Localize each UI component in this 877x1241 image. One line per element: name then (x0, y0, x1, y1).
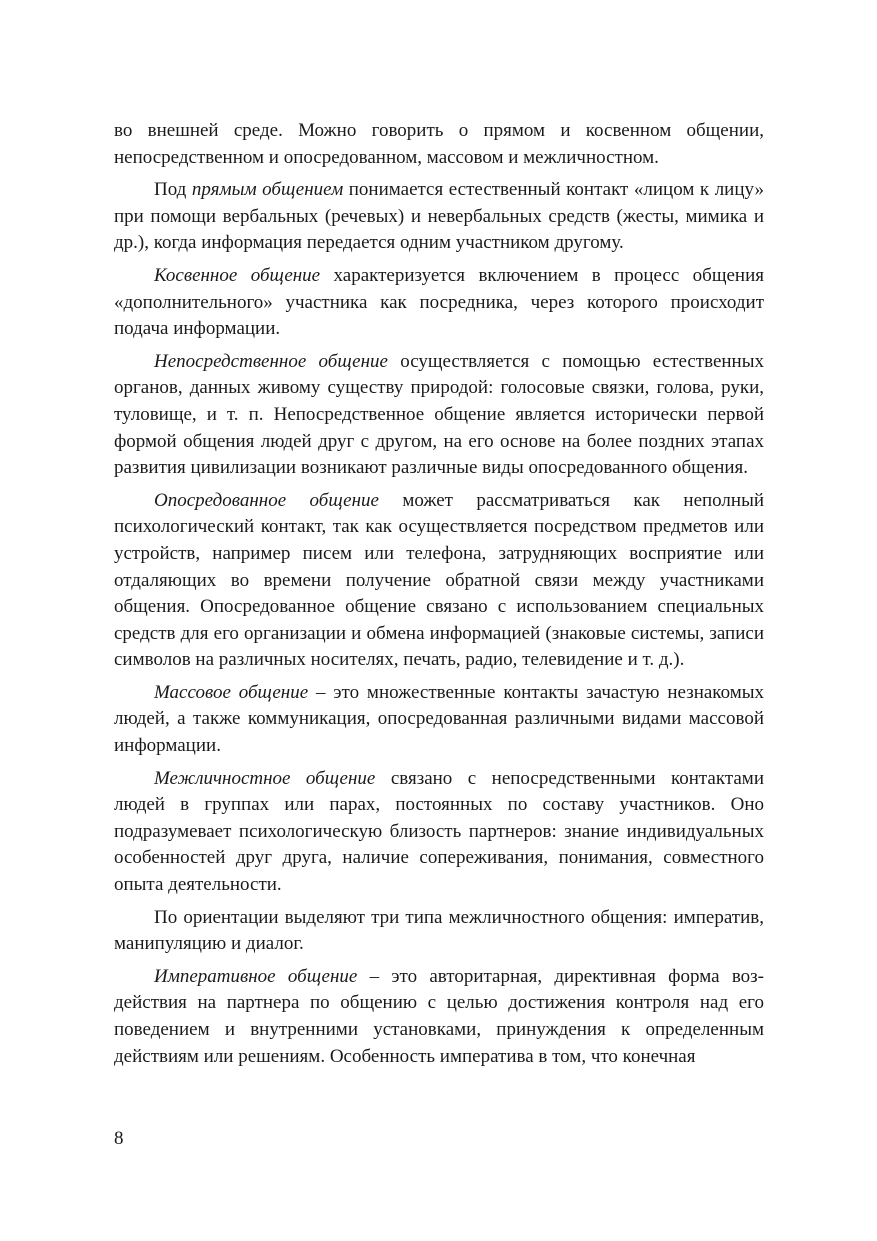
term-immediate-communication: Непосредственное общение (154, 350, 388, 372)
term-direct-communication: прямым общением (191, 179, 344, 201)
page-body (114, 118, 764, 1076)
term-imperative-communication: Императивное общение (154, 965, 358, 987)
page-number: 8 (114, 1128, 124, 1149)
paragraph-imperative-communication: Императивное общение – это авторитарная, директивная форма воздействия на партнера по общению с целью достижения контроля над его поведением и внутренними установками, принуждения к определенным действиям или решениям. Особенность императива в том, что конечная (114, 965, 764, 1067)
paragraph-direct-communication: Под прямым общением понимается естественный контакт «лицом к лицу» при помощи вербальных (речевых) и невербальных средств (жесты, мимика и др.), когда информация передается одним участником другому. (114, 179, 764, 254)
paragraph-continuation: во внешней среде. Можно говорить о прямом и косвенном общении, непосредственном и опосредованном, массовом и межличностном. (114, 120, 764, 168)
paragraph-interpersonal-communication: Межличностное общение связано с непосредственными контактами людей в группах или парах, постоянных по составу участников. Оно подразумевает психологическую близость партнеров: знание индивидуальных особенностей друг друга, наличие сопереживания, понимания, совместного опыта деятельности. (114, 767, 764, 896)
paragraph-mediated-communication: Опосредованное общение может рассматриваться как неполный психологический контакт, так как осуществляется посредством предметов или устройств, например писем или телефона, затрудняющих восприятие или отдаляющих во времени получение обратной связи между участниками общения. Опосредованное общение связано с использованием специальных средств для его организации и обмена информацией (знаковые системы, записи символов на различных носителях, печать, радио, телевидение и т. д.). (114, 489, 765, 671)
term-mass-communication: Массовое общение (154, 681, 309, 703)
paragraph-mass-communication: Массовое общение – это множественные контакты зачастую незнакомых людей, а также коммуникация, опосредованная различными видами массовой информации. (114, 681, 764, 757)
paragraph-orientation-types: По ориентации выделяют три типа межличностного общения: императив, манипуляцию и диалог. (114, 906, 764, 955)
term-mediated-communication: Опосредованное общение (154, 489, 379, 511)
term-indirect-communication: Косвенное общение (154, 264, 321, 286)
term-interpersonal-communication: Межличностное общение (154, 767, 376, 789)
paragraph-indirect-communication: Косвенное общение характеризуется включением в процесс общения «дополнительного» участника как посредника, через которого происходит подача информации. (114, 264, 764, 340)
paragraph-immediate-communication: Непосредственное общение осуществляется с помощью естественных органов, данных живому существу природой: голосовые связки, голова, руки, туловище, и т. п. Непосредственное общение является исторически первой формой общения людей друг с другом, на его основе на более поздних этапах развития цивилизации возникают различные виды опосредованного общения. (114, 350, 764, 479)
